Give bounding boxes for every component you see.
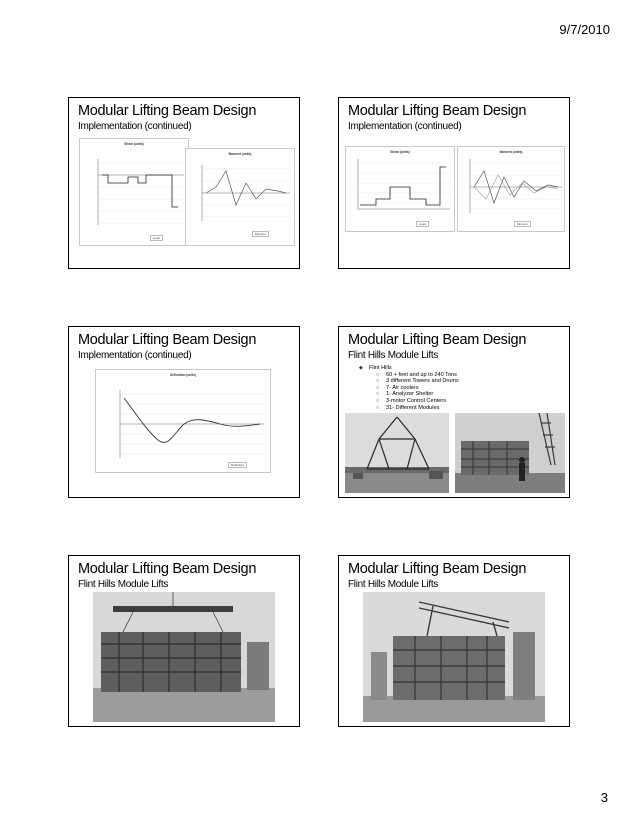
moment-chart-title: Moment (units) [499,150,523,154]
slide-title: Modular Lifting Beam Design [348,103,527,119]
slide-title: Modular Lifting Beam Design [348,332,527,348]
slide-title: Modular Lifting Beam Design [78,103,257,119]
lifting-frame-photo [345,413,449,493]
slide-4 [338,326,570,498]
page-date: 9/7/2010 [559,22,610,37]
module-lift-photo-image [363,592,545,722]
shear-chart-title: Shear (units) [124,142,144,146]
module-lift-photo [363,592,545,722]
module-with-worker-photo [455,413,565,493]
bullet-list [359,365,459,411]
shear-chart [345,146,455,232]
slide-3 [68,326,300,498]
bullet-item: ◆ Flint Hills [359,365,459,372]
slide-5 [68,555,300,727]
shear-chart [79,138,189,246]
slide-subtitle: Implementation (continued) [78,121,192,132]
shear-chart-plot [346,147,456,233]
slide-title: Modular Lifting Beam Design [78,561,257,577]
slide-subtitle: Implementation (continued) [78,350,192,361]
slide-2 [338,97,570,269]
slide-subtitle: Flint Hills Module Lifts [348,579,439,590]
slide-title: Modular Lifting Beam Design [78,332,257,348]
sub-bullet-item: ○ 3-motor Control Centers [359,398,459,405]
deflection-chart-title: Deflection (units) [169,373,197,377]
module-lift-photo-image [93,592,275,722]
slide-subtitle: Flint Hills Module Lifts [348,350,439,361]
sub-bullet-item: ○ 31- Different Modules [359,405,459,412]
sub-bullet-item: ○ 7- Air coolers [359,385,459,392]
sub-bullet-item: ○ 60 + feet and up to 240 Tons [359,372,459,379]
shear-chart-legend: Load [150,235,163,241]
slide-subtitle: Implementation (continued) [348,121,462,132]
moment-chart [185,148,295,246]
moment-chart-plot [458,147,566,233]
deflection-chart [95,369,271,473]
sub-bullet-item: ○ 3 different Towers and Drums [359,378,459,385]
slide-subtitle: Flint Hills Module Lifts [78,579,169,590]
slide-6 [338,555,570,727]
moment-chart-title: Moment (units) [228,152,252,156]
slide-title: Modular Lifting Beam Design [348,561,527,577]
slide-1 [68,97,300,269]
module-lift-photo [93,592,275,722]
module-with-worker-photo-image [455,413,565,493]
sub-bullet-item: ○ 1- Analyzer Shelter [359,391,459,398]
page-number: 3 [600,790,608,805]
shear-chart-legend: Load [416,221,429,227]
lifting-frame-photo-image [345,413,449,493]
moment-chart [457,146,565,232]
moment-chart-legend: Moment [252,231,269,237]
shear-chart-title: Shear (units) [390,150,410,154]
deflection-chart-legend: Deflection [228,462,247,468]
moment-chart-plot [186,149,296,247]
deflection-chart-plot [96,370,272,474]
shear-chart-plot [80,139,190,247]
moment-chart-legend: Moment [514,221,531,227]
